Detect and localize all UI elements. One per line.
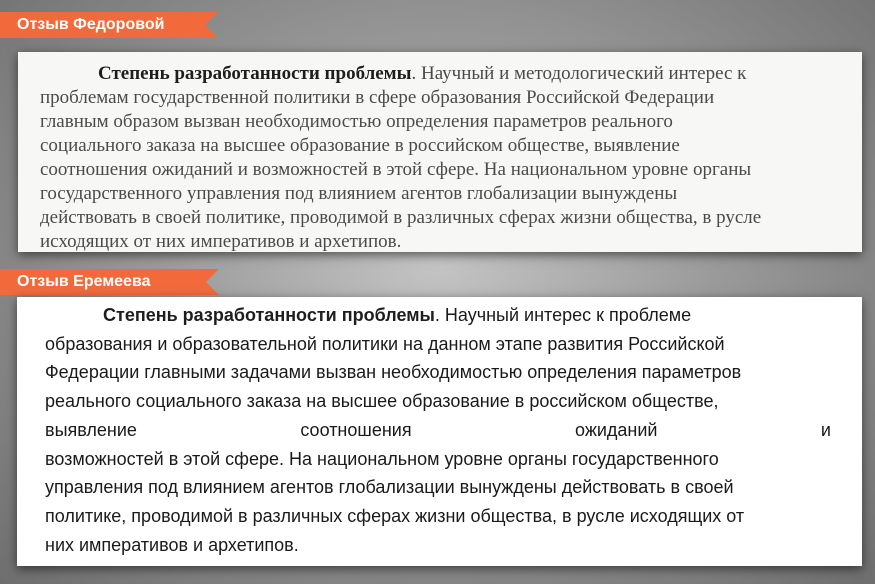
text-line: государственного управления под влиянием агентов глобализации вынуждены [40,183,678,204]
review-card-fedorova [18,52,862,252]
review-tag-fedorova: Отзыв Федоровой [0,12,205,38]
text-line: соотношения ожиданий и возможностей в этой сфере. На национальном уровне органы [40,159,752,180]
text-line: реального социального заказа на высшее образование в российском обществе, [45,391,719,412]
text-line: действовать в своей политике, проводимой в различных сферах жизни общества, в русле [40,207,762,228]
text-line: них императивов и архетипов. [45,534,299,555]
text-line: исходящих от них императивов и архетипов. [40,231,402,252]
text-line: управления под влиянием агентов глобализации вынуждены действовать в своей [45,477,734,498]
review-text-eremeev [45,301,831,559]
text-line: возможностей в этой сфере. На национальном уровне органы государственного [45,448,719,469]
bold-lead: Степень разработанности проблемы [103,305,435,325]
text-line: Степень разработанности проблемы. Научный и методологический интерес к [98,63,747,84]
review-card-eremeev [17,297,862,566]
text-line: проблемам государственной политики в сфере образования Российской Федерации [40,87,715,108]
text-line: главным образом вызван необходимостью определения параметров реального [40,111,673,132]
text-line: социального заказа на высшее образование в российском обществе, выявление [40,135,680,156]
text-line: политике, проводимой в различных сферах жизни общества, в русле исходящих от [45,505,745,526]
text-line: образования и образовательной политики на данном этапе развития Российской [45,333,725,354]
text-line: Федерации главными задачами вызван необходимостью определения параметров [45,362,742,383]
review-text-fedorova [40,62,840,254]
bold-lead: Степень разработанности проблемы [98,63,412,84]
review-tag-eremeev: Отзыв Еремеева [0,269,206,295]
text-line: Степень разработанности проблемы. Научный интерес к проблеме [103,305,692,325]
text-line-spread: выявление соотношения ожиданий и [45,419,831,440]
